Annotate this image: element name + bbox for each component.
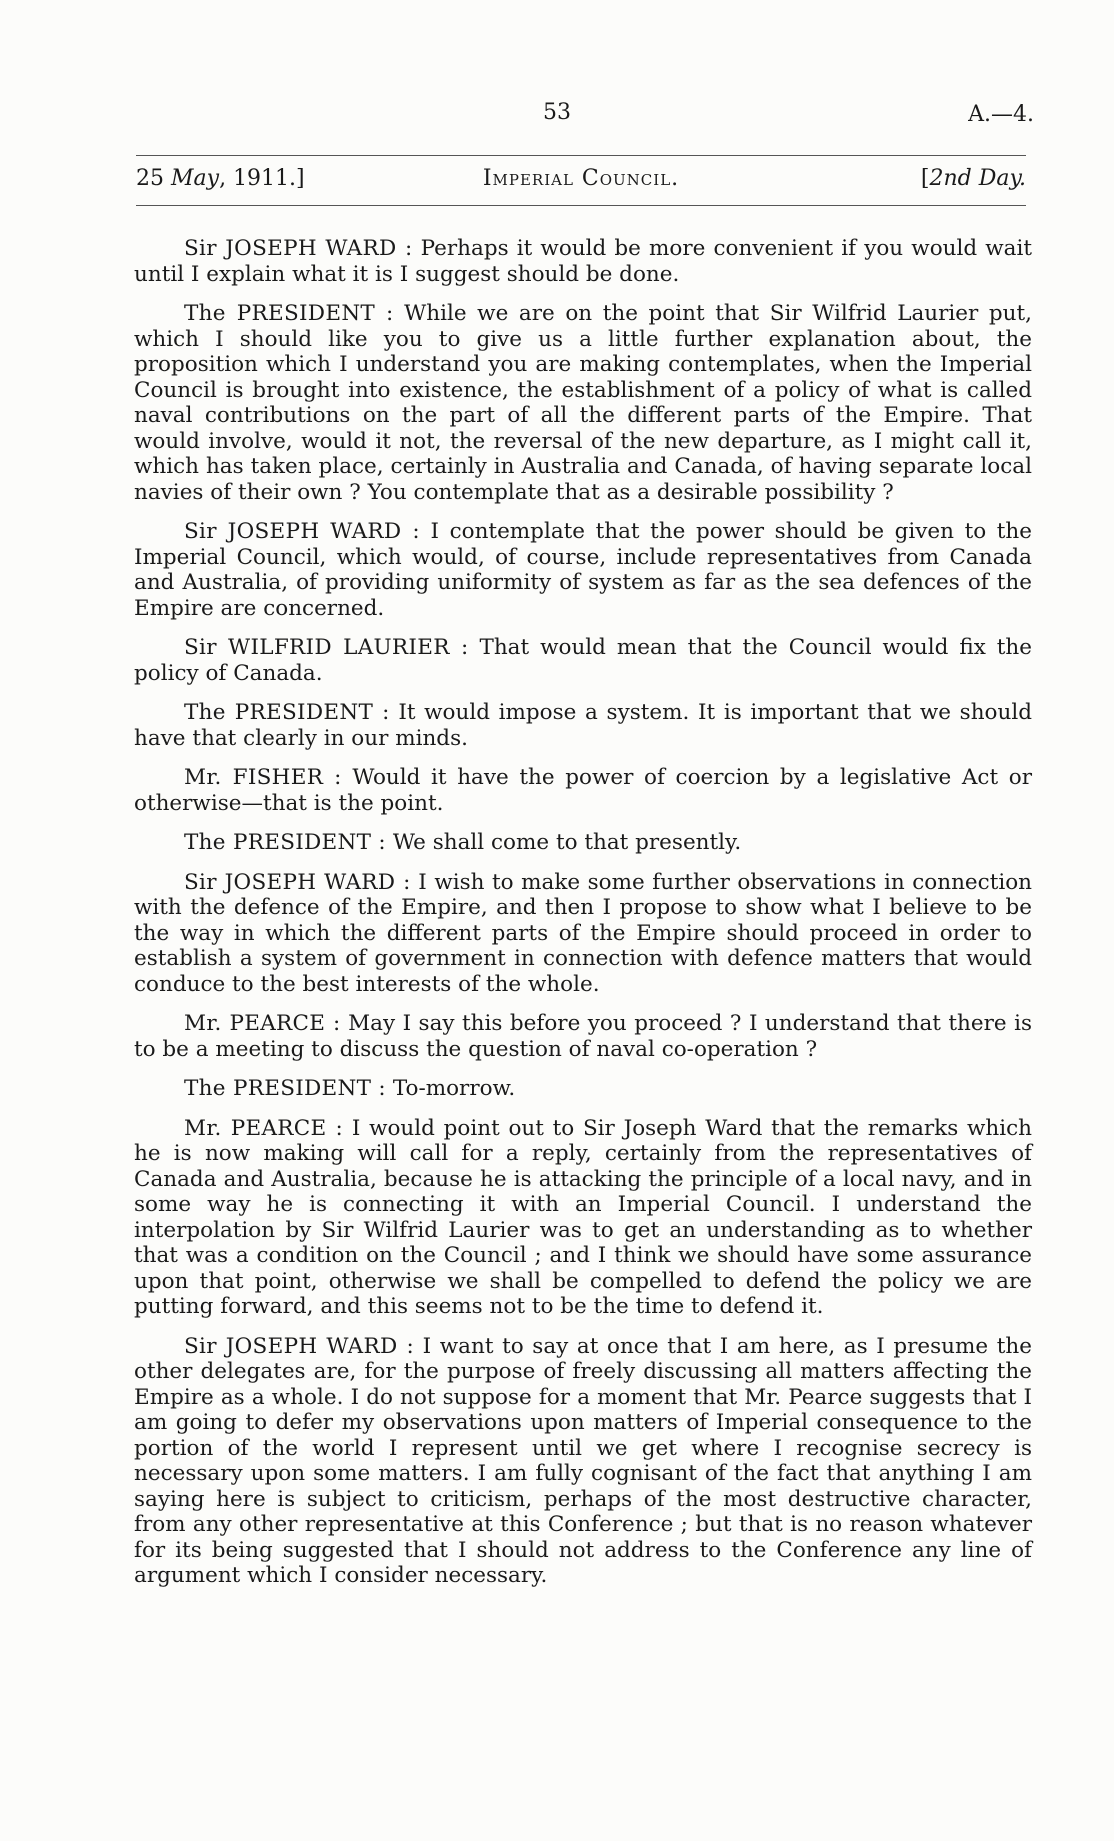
speech-paragraph (134, 1011, 1032, 1062)
paper-reference: A.—4. (968, 102, 1034, 127)
speech-paragraph (134, 1334, 1032, 1589)
speech-text: That would mean that the Council would fix the policy of Canada. (134, 635, 1032, 686)
speech-text: Would it have the power of coercion by a legislative Act or otherwise—that is the point. (134, 765, 1032, 816)
speaker-name: Sir JOSEPH WARD : (184, 236, 413, 261)
speaker-name: Mr. PEARCE : (184, 1115, 344, 1141)
header-rule-top (136, 155, 1026, 156)
date-suffix: , 1911.] (219, 166, 305, 191)
header-rule-bottom (136, 205, 1026, 206)
speech-paragraph (134, 301, 1032, 505)
running-header (136, 166, 1026, 198)
speech-paragraph (134, 1116, 1032, 1320)
speaker-name: The PRESIDENT : (184, 1076, 386, 1101)
speech-paragraph (134, 635, 1032, 686)
speech-paragraph (134, 1076, 1032, 1102)
speaker-name: The PRESIDENT : (184, 301, 394, 326)
date-month: May (171, 166, 220, 191)
speech-paragraph (134, 700, 1032, 751)
speech-text: I wish to make some further observations in connection with the defence of the Empire, and then I propose to show what I believe to be the way in which the different parts of the Empire should proceed in order to establish a system of government in connection with defence matters that would conduce to the best interests of the whole. (134, 869, 1033, 997)
speech-paragraph (134, 236, 1032, 287)
speech-paragraph (134, 765, 1032, 816)
header-title: Imperial Council. (482, 166, 680, 191)
header-day (921, 166, 1026, 191)
speaker-name: Sir WILFRID LAURIER : (184, 635, 469, 660)
speech-text: To-morrow. (392, 1076, 516, 1101)
speaker-name: Sir JOSEPH WARD : (184, 869, 411, 895)
speech-text: I want to say at once that I am here, as I presume the other delegates are, for the purpose of freely discussing all matters affecting the Empire as a whole. I do not suppose for a moment that Mr. Pearce suggests that I am going to defer my observations upon matters of Imperial consequence to the portion of the world I represent until we get where I recognise secrecy is necessary upon some matters. I am fully cognisant of the fact that anything I am saying here is subject to criticism, perhaps of the most destructive character, from any other representative at this Conference ; but that is no reason whatever for its being suggested that I should not address to the Conference any line of argument which I consider necessary. (134, 1333, 1032, 1588)
speech-text: May I say this before you proceed ? I understand that there is to be a meeting to discuss the question of naval co-operation ? (134, 1011, 1033, 1062)
speech-text: I contemplate that the power should be given to the Imperial Council, which would, of course, include representatives from Canada and Australia, of providing uniformity of system as far as the sea defences of the Empire are concerned. (134, 519, 1032, 621)
speech-text: I would point out to Sir Joseph Ward that the remarks which he is now making will call for a reply, certainly from the representatives of Canada and Australia, because he is attacking the principle of a local navy, and in some way he is connecting it with an Imperial Council. I understand the interpolation by Sir Wilfrid Laurier was to get an understanding as to whether that was a condition on the Council ; and I think we should have some assurance upon that point, otherwise we shall be compelled to defend the policy we are putting forward, and this seems not to be the time to defend it. (134, 1115, 1032, 1319)
speech-paragraph (134, 830, 1032, 856)
speech-paragraph (134, 519, 1032, 621)
speaker-name: Mr. PEARCE : (184, 1011, 341, 1036)
speech-text: We shall come to that presently. (392, 830, 742, 855)
speech-text: It would impose a system. It is important that we should have that clearly in our minds. (134, 700, 1032, 751)
speech-text: Perhaps it would be more convenient if you would wait until I explain what it is I suggest should be done. (134, 236, 1032, 287)
date-prefix: 25 (136, 166, 171, 191)
speaker-name: The PRESIDENT : (184, 700, 390, 725)
proceedings-body (134, 236, 1032, 1603)
speaker-name: The PRESIDENT : (184, 830, 386, 855)
speaker-name: Sir JOSEPH WARD : (184, 1333, 414, 1359)
speaker-name: Sir JOSEPH WARD : (184, 519, 420, 544)
speaker-name: Mr. FISHER : (184, 765, 342, 790)
page-number: 53 (543, 100, 571, 125)
day-prefix: [ (920, 166, 930, 191)
day-label: 2nd Day. (929, 166, 1026, 191)
speech-text: While we are on the point that Sir Wilfrid Laurier put, which I should like you to give us a little further explanation about, the proposition which I understand you are making contemplates, when the Imperial Council is brought into existence, the establishment of a policy of what is called naval contributions on the part of all the different parts of the Empire. That would involve, would it not, the reversal of the new departure, as I might call it, which has taken place, certainly in Australia and Canada, of having separate local navies of their own ? You contemplate that as a desirable possibility ? (134, 301, 1032, 505)
speech-paragraph (134, 870, 1032, 998)
